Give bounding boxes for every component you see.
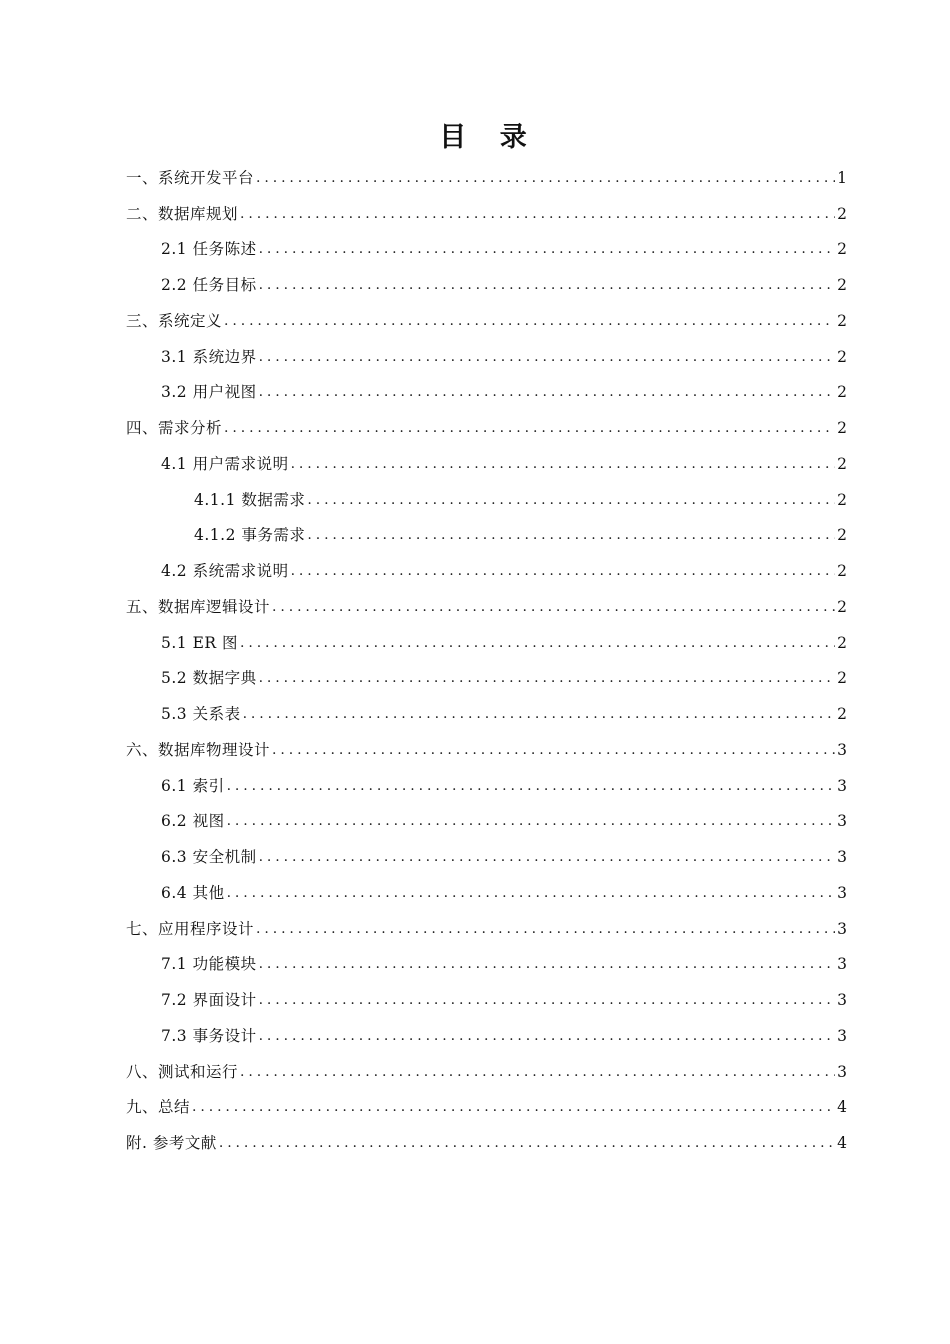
toc-entry[interactable]: [0, 232, 950, 268]
toc-dot-leader: [272, 740, 835, 760]
toc-dot-leader: [240, 1062, 835, 1082]
toc-entry[interactable]: [0, 410, 950, 446]
toc-entry[interactable]: [0, 839, 950, 875]
toc-page-number: 3: [837, 812, 847, 831]
toc-entry-label: 2.1 任务陈述: [161, 240, 257, 259]
toc-entry[interactable]: [0, 482, 950, 518]
toc-page-number: 2: [837, 705, 847, 724]
toc-entry[interactable]: [0, 661, 950, 697]
toc-page-number: 2: [837, 347, 847, 366]
toc-entry[interactable]: [0, 911, 950, 947]
toc-entry-label: 6.1 索引: [161, 776, 225, 795]
toc-dot-leader: [259, 382, 836, 402]
toc-page-number: 2: [837, 669, 847, 688]
toc-entry-label: 7.1 功能模块: [161, 955, 257, 974]
toc-entry[interactable]: [0, 375, 950, 411]
toc-dot-leader: [259, 239, 836, 259]
toc-entry-label: 附. 参考文献: [126, 1134, 217, 1153]
toc-entry-label: 4.1.2 事务需求: [194, 526, 306, 545]
toc-dot-leader: [259, 954, 836, 974]
toc-page-number: 2: [837, 240, 847, 259]
toc-entry[interactable]: [0, 196, 950, 232]
toc-page-number: 4: [837, 1098, 847, 1117]
toc-dot-leader: [219, 1133, 835, 1153]
toc-entry[interactable]: [0, 518, 950, 554]
toc-dot-leader: [256, 168, 835, 188]
toc-entry[interactable]: [0, 553, 950, 589]
toc-page-number: 3: [837, 883, 847, 902]
toc-dot-leader: [243, 704, 836, 724]
toc-entry[interactable]: [0, 732, 950, 768]
toc-dot-leader: [227, 811, 836, 831]
toc-dot-leader: [307, 490, 835, 510]
toc-entry-label: 6.3 安全机制: [161, 848, 257, 867]
toc-entry-label: 4.1 用户需求说明: [161, 454, 289, 473]
toc-entry-label: 九、总结: [126, 1098, 191, 1117]
toc-dot-leader: [259, 668, 836, 688]
toc-page-number: 3: [837, 1026, 847, 1045]
toc-entry[interactable]: [0, 1054, 950, 1090]
toc-entry[interactable]: [0, 947, 950, 983]
toc-page-number: 2: [837, 633, 847, 652]
toc-page-number: 2: [837, 490, 847, 509]
toc-dot-leader: [259, 847, 836, 867]
toc-entry[interactable]: [0, 875, 950, 911]
toc-page-number: 2: [837, 419, 847, 438]
toc-dot-leader: [272, 597, 835, 617]
toc-entry-label: 三、系统定义: [126, 311, 223, 330]
toc-page-number: 2: [837, 454, 847, 473]
toc-entry[interactable]: [0, 768, 950, 804]
toc-dot-leader: [256, 919, 835, 939]
toc-page-number: 4: [837, 1134, 847, 1153]
toc-dot-leader: [240, 204, 835, 224]
toc-entry-label: 6.4 其他: [161, 883, 225, 902]
toc-entry-label: 2.2 任务目标: [161, 276, 257, 295]
toc-entry-label: 二、数据库规划: [126, 204, 239, 223]
toc-entry[interactable]: [0, 1090, 950, 1126]
toc-dot-leader: [259, 275, 836, 295]
toc-entry-label: 5.1 ER 图: [161, 633, 238, 652]
toc-page-number: 2: [837, 562, 847, 581]
toc-entry-label: 5.3 关系表: [161, 705, 241, 724]
toc-entry-label: 7.2 界面设计: [161, 991, 257, 1010]
toc-entry-label: 五、数据库逻辑设计: [126, 597, 271, 616]
toc-dot-leader: [224, 311, 835, 331]
page-title: 目 录: [439, 122, 539, 153]
toc-page-number: 2: [837, 276, 847, 295]
toc-dot-leader: [227, 883, 836, 903]
toc-entry-label: 一、系统开发平台: [126, 168, 255, 187]
toc-dot-leader: [224, 418, 835, 438]
toc-page-number: 2: [837, 526, 847, 545]
toc-entry-label: 3.2 用户视图: [161, 383, 257, 402]
toc-dot-leader: [192, 1097, 835, 1117]
toc-dot-leader: [259, 990, 836, 1010]
toc-dot-leader: [291, 454, 836, 474]
toc-entry[interactable]: [0, 625, 950, 661]
toc-entry-label: 3.1 系统边界: [161, 347, 257, 366]
toc-page-number: 3: [837, 955, 847, 974]
toc-page-number: 1: [837, 168, 847, 187]
toc-dot-leader: [259, 347, 836, 367]
toc-entry-label: 六、数据库物理设计: [126, 740, 271, 759]
toc-page-number: 3: [837, 919, 847, 938]
toc-dot-leader: [240, 633, 835, 653]
toc-page-number: 3: [837, 740, 847, 759]
toc-entry[interactable]: [0, 982, 950, 1018]
toc-dot-leader: [227, 776, 836, 796]
toc-entry-label: 四、需求分析: [126, 419, 223, 438]
toc-entry[interactable]: [0, 1125, 950, 1161]
toc-page-number: 3: [837, 776, 847, 795]
toc-page-number: 3: [837, 991, 847, 1010]
toc-page-number: 2: [837, 204, 847, 223]
toc-entry-label: 7.3 事务设计: [161, 1026, 257, 1045]
toc-entry[interactable]: [0, 303, 950, 339]
toc-dot-leader: [291, 561, 836, 581]
toc-entry-label: 6.2 视图: [161, 812, 225, 831]
toc-page-number: 3: [837, 1062, 847, 1081]
toc-entry-label: 4.2 系统需求说明: [161, 562, 289, 581]
toc-entry-label: 八、测试和运行: [126, 1062, 239, 1081]
toc-dot-leader: [259, 1026, 836, 1046]
toc-dot-leader: [307, 525, 835, 545]
toc-entry[interactable]: [0, 804, 950, 840]
toc-entry[interactable]: [0, 446, 950, 482]
table-of-contents: [0, 160, 950, 1161]
toc-entry[interactable]: [0, 267, 950, 303]
toc-entry[interactable]: [0, 160, 950, 196]
toc-page-number: 2: [837, 311, 847, 330]
toc-entry[interactable]: [0, 696, 950, 732]
toc-page-number: 2: [837, 383, 847, 402]
toc-page-number: 3: [837, 848, 847, 867]
toc-entry-label: 5.2 数据字典: [161, 669, 257, 688]
toc-entry-label: 4.1.1 数据需求: [194, 490, 306, 509]
toc-entry[interactable]: [0, 589, 950, 625]
toc-entry[interactable]: [0, 1018, 950, 1054]
toc-entry[interactable]: [0, 339, 950, 375]
toc-page-number: 2: [837, 597, 847, 616]
toc-entry-label: 七、应用程序设计: [126, 919, 255, 938]
